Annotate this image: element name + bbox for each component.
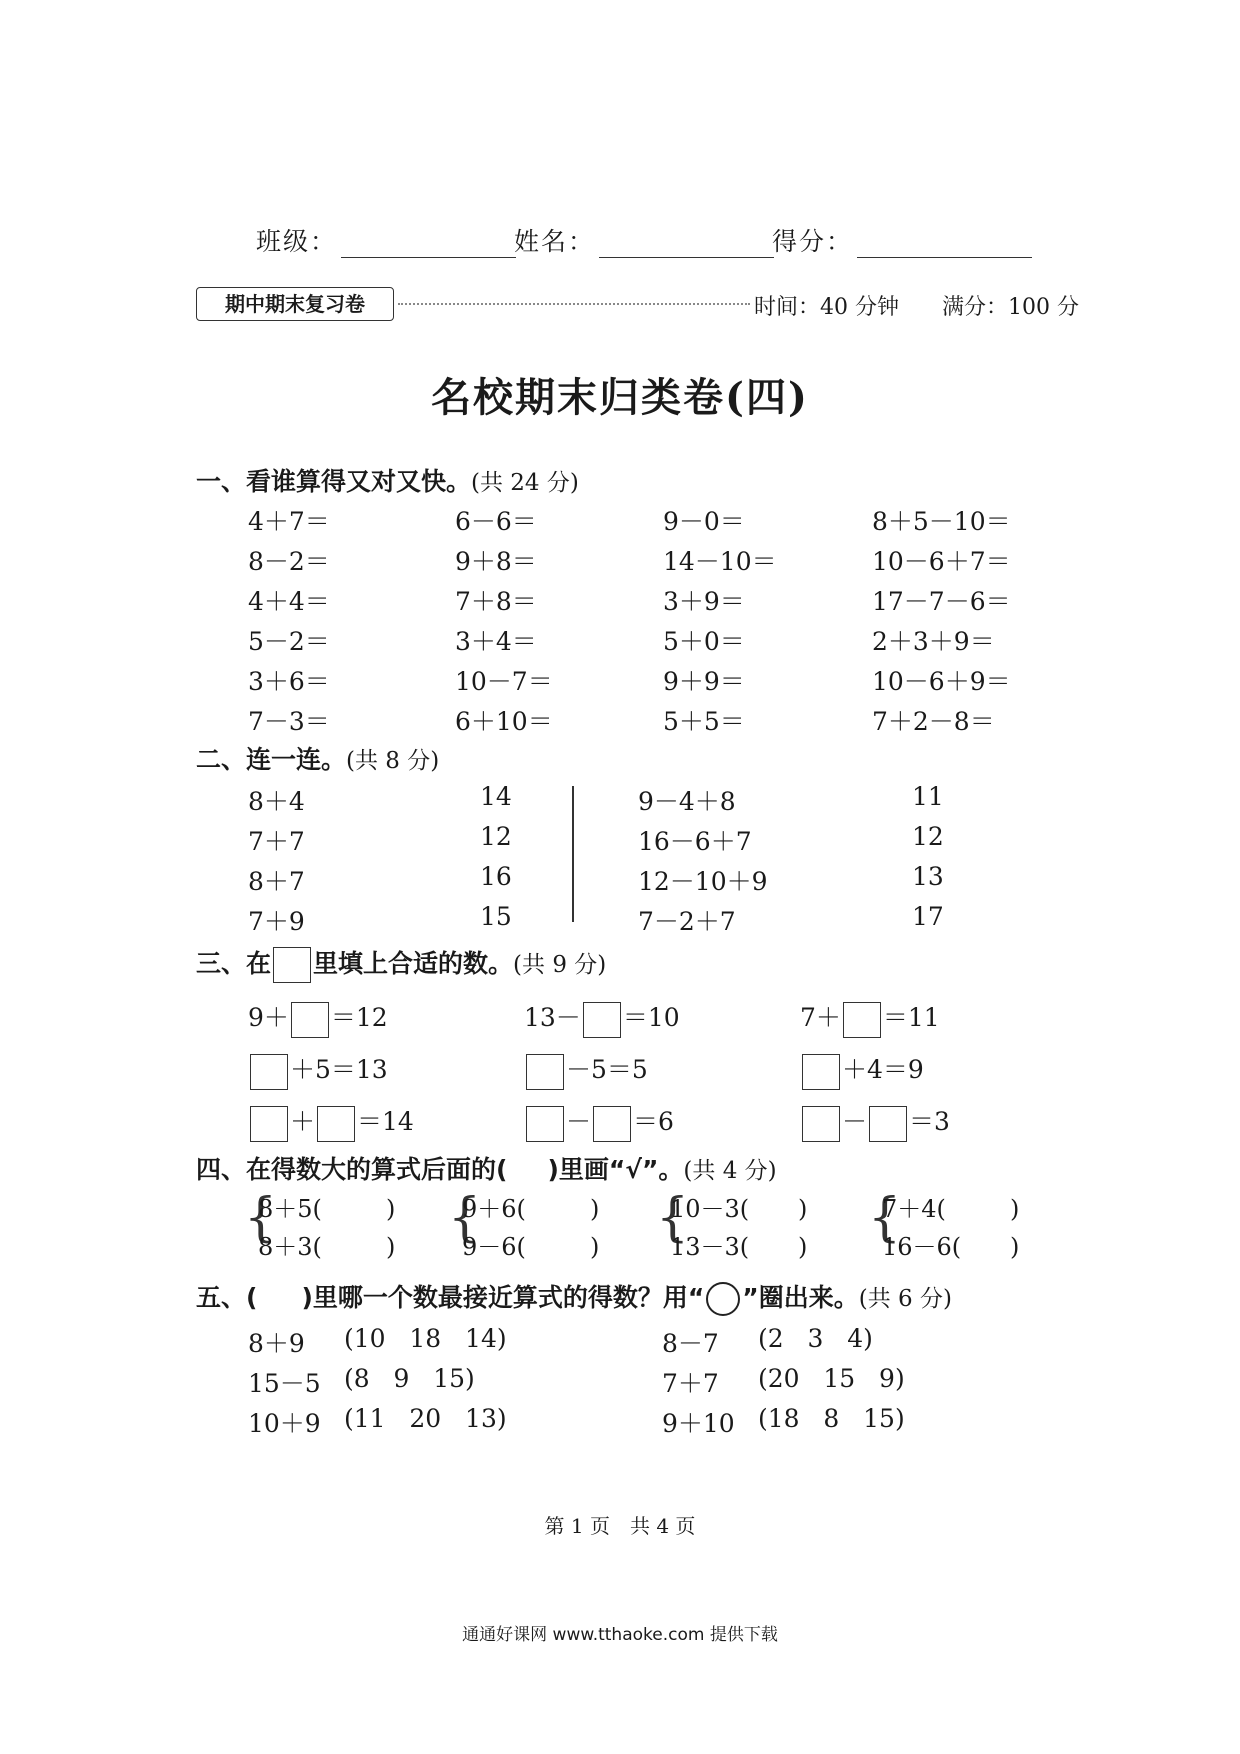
full-score: 满分：100 分: [942, 295, 1079, 320]
page-title: 名校期末归类卷(四): [431, 374, 809, 421]
comparison-expression: 7＋4(: [882, 1195, 946, 1223]
estimate-options[interactable]: (2 3 4): [758, 1324, 873, 1353]
answer-box[interactable]: [291, 1002, 329, 1038]
answer-paren[interactable]: ): [798, 1233, 808, 1261]
match-expression: 8＋7: [248, 867, 305, 896]
section-3-title-start: 三、在: [196, 949, 272, 978]
circle-icon: [706, 1282, 740, 1316]
section-2-heading: [196, 740, 439, 776]
answer-box[interactable]: [583, 1002, 621, 1038]
brace-icon: {: [244, 1188, 278, 1248]
class-blank[interactable]: [341, 231, 516, 258]
answer-box[interactable]: [250, 1054, 288, 1090]
answer-box[interactable]: [250, 1106, 288, 1142]
comparison-expression: 13－3(: [670, 1233, 750, 1261]
source-credit: 通通好课网 www.tthaoke.com 提供下载: [462, 1625, 778, 1645]
arithmetic-problem: 5－2＝: [248, 627, 330, 656]
section-1-title: 一、看谁算得又对又快。: [196, 467, 472, 496]
match-expression: 12－10＋9: [638, 867, 768, 896]
answer-box[interactable]: [593, 1106, 631, 1142]
arithmetic-problem: 3＋6＝: [248, 667, 330, 696]
estimate-expression: 8－7: [662, 1329, 719, 1358]
arithmetic-problem: 9＋9＝: [663, 667, 745, 696]
answer-box[interactable]: [526, 1106, 564, 1142]
estimate-options[interactable]: (10 18 14): [344, 1324, 507, 1353]
arithmetic-problem: 17－7－6＝: [872, 587, 1011, 616]
estimate-expression: 7＋7: [662, 1369, 719, 1398]
comparison-expression: 8＋3(: [258, 1233, 322, 1261]
fill-problem: ＋5＝13: [248, 1050, 388, 1090]
fill-problem: 9＋ ＝12: [248, 998, 388, 1038]
match-number: 17: [912, 902, 944, 931]
box-icon: [273, 947, 311, 983]
match-expression: 9－4＋8: [638, 787, 736, 816]
dotted-divider: [398, 303, 750, 305]
name-label: 姓名：: [514, 227, 596, 256]
section-3-heading: [196, 944, 606, 983]
arithmetic-problem: 2＋3＋9＝: [872, 627, 995, 656]
estimate-expression: 9＋10: [662, 1409, 735, 1438]
section-1-points: (共 24 分): [471, 470, 579, 496]
answer-paren[interactable]: ): [798, 1195, 808, 1223]
class-label: 班级：: [256, 227, 338, 256]
section-1-heading: [196, 462, 579, 498]
arithmetic-problem: 4＋7＝: [248, 507, 330, 536]
comparison-expression: 10－3(: [670, 1195, 750, 1223]
arithmetic-problem: 6＋10＝: [455, 707, 553, 736]
answer-box[interactable]: [802, 1106, 840, 1142]
estimate-expression: 10＋9: [248, 1409, 321, 1438]
arithmetic-problem: 5＋5＝: [663, 707, 745, 736]
score-blank[interactable]: [857, 231, 1032, 258]
score-label: 得分：: [772, 227, 854, 256]
section-5-title-mid: )里哪一个数最接近算式的得数？用“: [301, 1283, 705, 1312]
section-5-title-end: ”圈出来。: [742, 1283, 859, 1312]
match-expression: 8＋4: [248, 787, 305, 816]
section-4-title-end: )里画“√”。: [547, 1155, 684, 1184]
section-2-title: 二、连一连。: [196, 745, 347, 774]
fill-problem: ＋4＝9: [800, 1050, 924, 1090]
section-3-points: (共 9 分): [513, 952, 607, 978]
class-field: [256, 222, 516, 258]
answer-paren[interactable]: ): [590, 1233, 600, 1261]
name-blank[interactable]: [599, 231, 774, 258]
time-limit: 时间：40 分钟: [754, 295, 899, 320]
section-3-title-end: 里填上合适的数。: [313, 949, 514, 978]
match-number: 14: [480, 782, 512, 811]
answer-paren[interactable]: ): [1010, 1195, 1020, 1223]
match-expression: 16－6＋7: [638, 827, 752, 856]
arithmetic-problem: 8＋5－10＝: [872, 507, 1011, 536]
arithmetic-problem: 6－6＝: [455, 507, 537, 536]
match-number: 12: [480, 822, 512, 851]
arithmetic-problem: 5＋0＝: [663, 627, 745, 656]
section-4-title-start: 四、在得数大的算式后面的(: [196, 1155, 508, 1184]
match-number: 15: [480, 902, 512, 931]
answer-paren[interactable]: ): [590, 1195, 600, 1223]
estimate-options[interactable]: (20 15 9): [758, 1364, 905, 1393]
brace-icon: {: [448, 1188, 482, 1248]
estimate-options[interactable]: (11 20 13): [344, 1404, 507, 1433]
match-number: 13: [912, 862, 944, 891]
fill-problem: － ＝3: [800, 1102, 950, 1142]
brace-icon: {: [868, 1188, 902, 1248]
section-4-heading: [196, 1150, 777, 1186]
match-number: 16: [480, 862, 512, 891]
answer-box[interactable]: [869, 1106, 907, 1142]
arithmetic-problem: 7＋8＝: [455, 587, 537, 616]
section-5-heading: [196, 1278, 952, 1316]
fill-problem: 7＋ ＝11: [800, 998, 940, 1038]
arithmetic-problem: 7＋2－8＝: [872, 707, 995, 736]
arithmetic-problem: 3＋4＝: [455, 627, 537, 656]
match-number: 12: [912, 822, 944, 851]
arithmetic-problem: 9－0＝: [663, 507, 745, 536]
arithmetic-problem: 4＋4＝: [248, 587, 330, 616]
estimate-expression: 15－5: [248, 1369, 321, 1398]
section-4-points: (共 4 分): [683, 1158, 777, 1184]
match-expression: 7＋7: [248, 827, 305, 856]
comparison-expression: 8＋5(: [258, 1195, 322, 1223]
arithmetic-problem: 14－10＝: [663, 547, 777, 576]
arithmetic-problem: 10－6＋7＝: [872, 547, 1011, 576]
answer-paren[interactable]: ): [386, 1195, 396, 1223]
comparison-expression: 9＋6(: [462, 1195, 526, 1223]
arithmetic-problem: 8－2＝: [248, 547, 330, 576]
match-expression: 7＋9: [248, 907, 305, 936]
arithmetic-problem: 10－7＝: [455, 667, 553, 696]
answer-paren[interactable]: ): [386, 1233, 396, 1261]
answer-paren[interactable]: ): [1010, 1233, 1020, 1261]
arithmetic-problem: 9＋8＝: [455, 547, 537, 576]
name-field: [514, 222, 774, 258]
page-number: 第 1 页 共 4 页: [544, 1514, 696, 1538]
section-5-points: (共 6 分): [858, 1286, 952, 1312]
arithmetic-problem: 3＋9＝: [663, 587, 745, 616]
fill-problem: 13－ ＝10: [524, 998, 680, 1038]
answer-box[interactable]: [802, 1054, 840, 1090]
comparison-expression: 16－6(: [882, 1233, 962, 1261]
fill-problem: ＋ ＝14: [248, 1102, 414, 1142]
answer-box[interactable]: [843, 1002, 881, 1038]
comparison-expression: 9－6(: [462, 1233, 526, 1261]
estimate-options[interactable]: (18 8 15): [758, 1404, 905, 1433]
match-number: 11: [912, 782, 944, 811]
section-2-points: (共 8 分): [346, 748, 440, 774]
arithmetic-problem: 10－6＋9＝: [872, 667, 1011, 696]
score-field: [772, 222, 1032, 258]
column-divider: [572, 786, 574, 922]
arithmetic-problem: 7－3＝: [248, 707, 330, 736]
answer-box[interactable]: [317, 1106, 355, 1142]
fill-problem: － ＝6: [524, 1102, 674, 1142]
exam-type-tag: 期中期末复习卷: [196, 287, 394, 321]
section-5-title-start: 五、(: [196, 1283, 258, 1312]
estimate-expression: 8＋9: [248, 1329, 305, 1358]
brace-icon: {: [656, 1188, 690, 1248]
fill-problem: －5＝5: [524, 1050, 648, 1090]
answer-box[interactable]: [526, 1054, 564, 1090]
estimate-options[interactable]: (8 9 15): [344, 1364, 475, 1393]
match-expression: 7－2＋7: [638, 907, 736, 936]
